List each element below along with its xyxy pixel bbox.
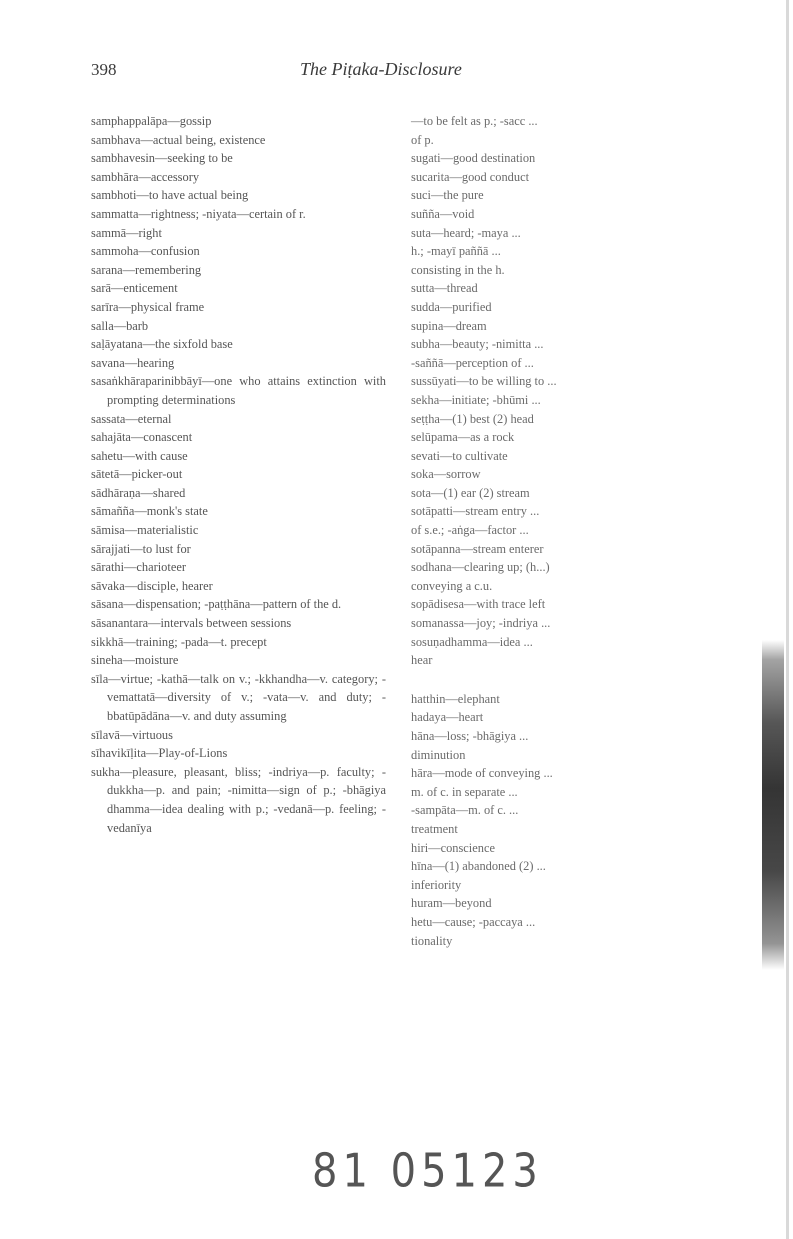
glossary-entry: diminution (411, 747, 466, 762)
glossary-entry: sarana—remembering (91, 262, 202, 277)
glossary-entry: suci—the pure (411, 188, 484, 203)
glossary-entry: sikkhā—training; -pada—t. precept (91, 634, 267, 649)
glossary-entry: sukha—pleasure, pleasant, bliss; -indriya—p. faculty; -dukkha—p. and pain; -nimitta—sign of p.; -bhāgiya dhamma—idea dealing with p.; -vedanā—p. feeling; -vedanīya (91, 764, 386, 835)
glossary-entry: sahetu—with cause (91, 448, 188, 463)
glossary-entry: huram—beyond (411, 896, 492, 911)
glossary-entry: sopādisesa—with trace left (411, 597, 546, 612)
glossary-entry: hadaya—heart (411, 710, 484, 725)
glossary-entry: sutta—thread (411, 281, 478, 296)
glossary-entry: sodhana—clearing up; (h...) (411, 560, 550, 575)
glossary-entry: sugati—good destination (411, 151, 536, 166)
glossary-entry: sammatta—rightness; -niyata—certain of r. (91, 206, 306, 221)
glossary-entry: sahajāta—conascent (91, 430, 193, 445)
glossary-entry: sarā—enticement (91, 281, 178, 296)
glossary-entry: sarīra—physical frame (91, 299, 205, 314)
glossary-entry: conveying a c.u. (411, 578, 493, 593)
glossary-entry: -saññā—perception of ... (411, 355, 534, 370)
glossary-entry: sineha—moisture (91, 653, 179, 668)
glossary-entry: hāna—loss; -bhāgiya ... (411, 729, 529, 743)
glossary-entry: hiri—conscience (411, 840, 495, 855)
glossary-entry: soka—sorrow (411, 467, 481, 482)
glossary-entry: suta—heard; -maya ... (411, 225, 521, 240)
glossary-entry: sevati—to cultivate (411, 448, 508, 463)
glossary-entry: hatthin—elephant (411, 691, 500, 706)
section-gap (411, 670, 637, 690)
glossary-entry: sosuṇadhamma—idea ... (411, 634, 533, 649)
scan-edge-line (786, 0, 789, 1239)
glossary-entry: sammoha—confusion (91, 244, 200, 259)
glossary-entry: sassata—eternal (91, 411, 172, 426)
glossary-entry: sussūyati—to be willing to ... (411, 374, 557, 389)
glossary-entry: sambhāra—accessory (91, 169, 200, 184)
glossary-entry: hear (411, 653, 433, 668)
glossary-entry: sāsana—dispensation; -paṭṭhāna—pattern of the d. (91, 597, 342, 612)
glossary-entry: sāmañña—monk's state (91, 504, 208, 519)
glossary-entry: sota—(1) ear (2) stream (411, 485, 530, 500)
glossary-entry: sārajjati—to lust for (91, 541, 191, 556)
glossary-entry: suñña—void (411, 206, 475, 221)
glossary-entry: inferiority (411, 877, 462, 892)
glossary-entry: seṭṭha—(1) best (2) head (411, 411, 534, 426)
glossary-entry: subha—beauty; -nimitta ... (411, 337, 544, 352)
glossary-entry: —to be felt as p.; -sacc ... (411, 114, 538, 128)
glossary-entry: m. of c. in separate ... (411, 784, 518, 799)
glossary-entry: sotāpanna—stream enterer (411, 541, 544, 556)
glossary-entry: sāsanantara—intervals between sessions (91, 616, 292, 631)
glossary-entry: somanassa—joy; -indriya ... (411, 616, 551, 631)
running-title: The Piṭaka-Disclosure (300, 59, 462, 79)
glossary-entry: sāmisa—materialistic (91, 523, 199, 538)
glossary-entry: sambhavesin—seeking to be (91, 151, 233, 166)
glossary-entry: hīna—(1) abandoned (2) ... (411, 859, 546, 874)
glossary-entry: consisting in the h. (411, 262, 505, 277)
glossary-entry: salla—barb (91, 318, 149, 333)
glossary-entry: sādhāraṇa—shared (91, 485, 186, 500)
glossary-entry: hetu—cause; -paccaya ... (411, 914, 536, 929)
glossary-entry: hāra—mode of conveying ... (411, 766, 553, 781)
glossary-entry: sīlavā—virtuous (91, 727, 173, 742)
glossary-entry: h.; -mayī paññā ... (411, 244, 501, 259)
scan-edge-shadow (762, 640, 784, 970)
glossary-entry: sasaṅkhāraparinibbāyī—one who attains extinction with prompting determinations (91, 374, 386, 407)
glossary-entry: -sampāta—m. of c. ... (411, 803, 519, 818)
glossary-left-column (91, 112, 386, 837)
glossary-entry: of p. (411, 132, 434, 147)
glossary-entry: sīhavikīḷita—Play-of-Lions (91, 746, 228, 761)
glossary-entry: savana—hearing (91, 355, 175, 370)
glossary-entry: sīla—virtue; -kathā—talk on v.; -kkhandha—v. category; -vemattatā—diversity of v.; -vata—v. and duty; -bbatūpādāna—v. and duty assuming (91, 671, 386, 723)
glossary-entry: sārathi—charioteer (91, 560, 186, 575)
glossary-entry: selūpama—as a rock (411, 430, 515, 445)
glossary-entry: sucarita—good conduct (411, 169, 530, 184)
glossary-entry: tionality (411, 933, 453, 948)
page-number: 398 (91, 60, 117, 79)
glossary-entry: sambhava—actual being, existence (91, 132, 266, 147)
glossary-entry: of s.e.; -aṅga—factor ... (411, 523, 529, 538)
glossary-entry: samphappalāpa—gossip (91, 114, 212, 128)
glossary-entry: sammā—right (91, 225, 162, 240)
glossary-entry: sotāpatti—stream entry ... (411, 504, 540, 519)
glossary-right-column (411, 112, 637, 950)
glossary-entry: sudda—purified (411, 299, 492, 314)
glossary-entry: sātetā—picker-out (91, 467, 183, 482)
glossary-entry: saḷāyatana—the sixfold base (91, 337, 233, 352)
glossary-entry: supina—dream (411, 318, 487, 333)
glossary-entry: sāvaka—disciple, hearer (91, 578, 213, 593)
glossary-entry: treatment (411, 821, 458, 836)
glossary-entry: sambhoti—to have actual being (91, 188, 249, 203)
glossary-entry: sekha—initiate; -bhūmi ... (411, 392, 541, 407)
catalog-number: 81 05123 (312, 1145, 543, 1198)
